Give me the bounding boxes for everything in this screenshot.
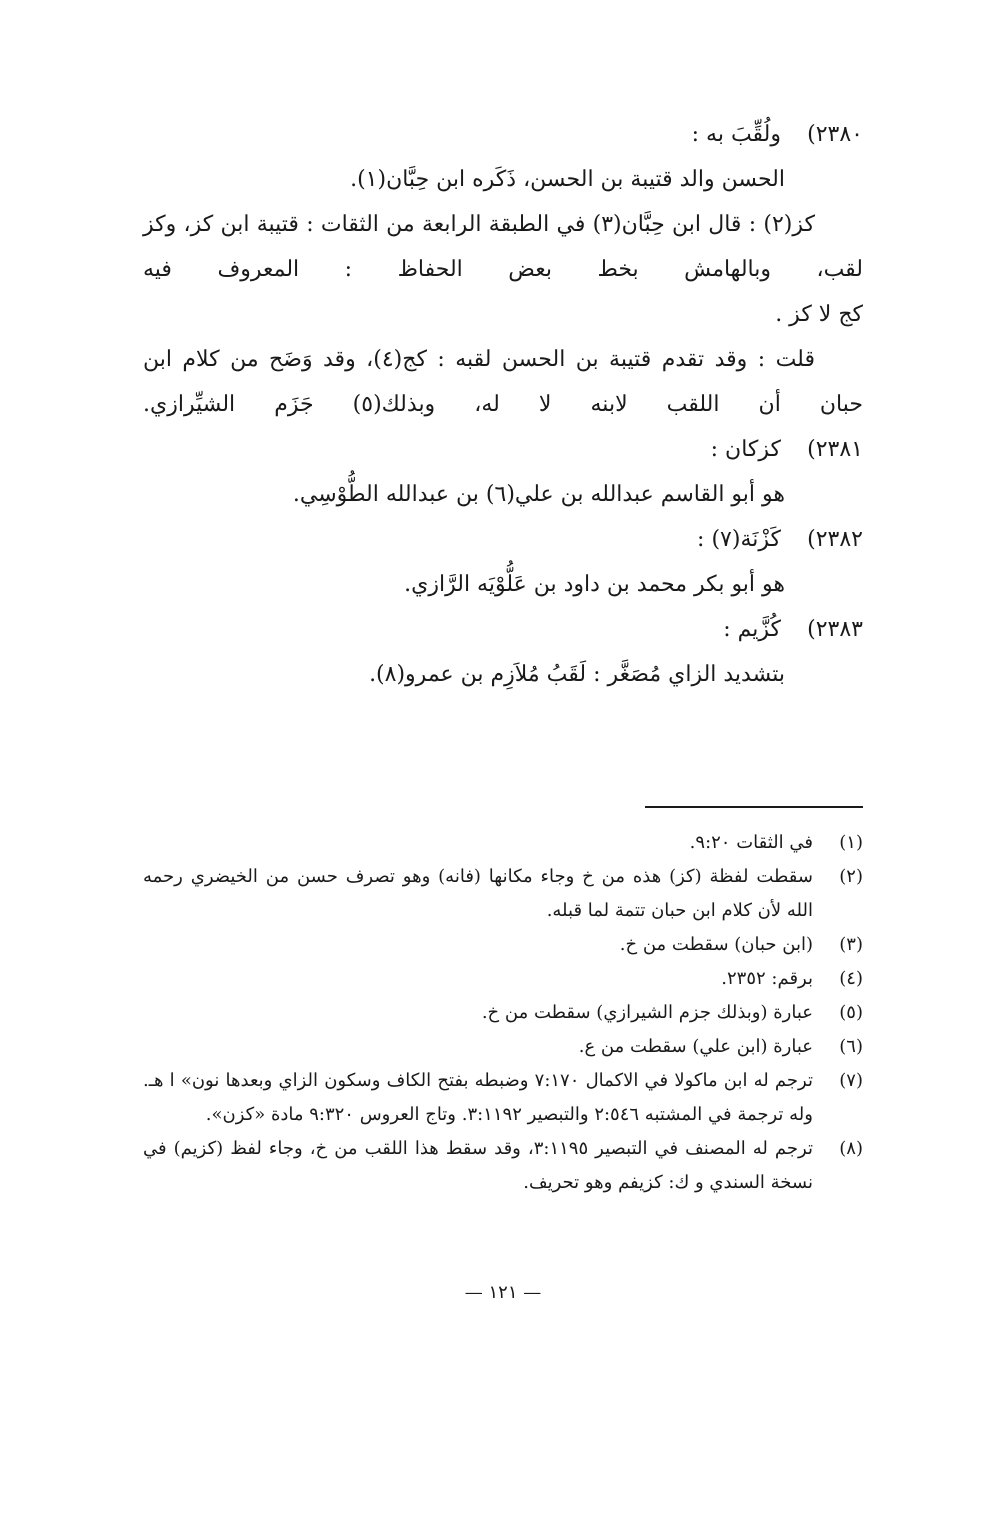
footnote bbox=[143, 1030, 863, 1064]
entry-line: هو أبو بكر محمد بن داود بن عَلُّوْيَه الرَّازي. bbox=[404, 572, 785, 597]
footnote bbox=[143, 1064, 863, 1132]
footnote-text: برقم: ٢٣٥٢. bbox=[721, 968, 813, 989]
footnote-number: (٤) bbox=[839, 968, 863, 989]
footnote-number: (٢) bbox=[839, 866, 863, 887]
entry-paragraph: قلت : وقد تقدم قتيبة بن الحسن لقبه : كج(٤)، وقد وَضَح من كلام ابن حبان أن اللقب لابنه لا له، وبذلك(٥) جَزَم الشيِّرازي. bbox=[143, 347, 863, 417]
footnote bbox=[143, 1132, 863, 1200]
footnote-number: (٥) bbox=[839, 1002, 863, 1023]
entry-number: ٢٣٨٣) bbox=[807, 617, 863, 642]
footnote bbox=[143, 962, 863, 996]
entry-title: كَزْنَة(٧) : bbox=[697, 527, 781, 552]
page-number: — ١٢١ — bbox=[464, 1282, 542, 1303]
footnote-text: ترجم له المصنف في التبصير ٣:١١٩٥، وقد سقط هذا اللقب من خ، وجاء لفظ (كزيم) في نسخة السندي و ك: كزيفم وهو تحريف. bbox=[143, 1138, 813, 1193]
entry-heading bbox=[143, 112, 863, 157]
footnotes bbox=[143, 826, 863, 1200]
entry-line: بتشديد الزاي مُصَغَّر : لَقَبُ مُلاَزِم بن عمرو(٨). bbox=[369, 662, 785, 687]
entry-heading bbox=[143, 607, 863, 652]
footnote-text: في الثقات ٩:٢٠. bbox=[689, 832, 813, 853]
footnote bbox=[143, 826, 863, 860]
entry-heading bbox=[143, 517, 863, 562]
main-text bbox=[143, 112, 863, 697]
entry-paragraph: كز(٢) : قال ابن حِبَّان(٣) في الطبقة الرابعة من الثقات : قتيبة ابن كز، وكز لقب، وبالهامش بخط بعض الحفاظ : المعروف فيه bbox=[143, 212, 863, 282]
footnote-text: عبارة (ابن علي) سقطت من ع. bbox=[578, 1036, 813, 1057]
footnote-number: (٨) bbox=[839, 1138, 863, 1159]
footnote-text: ترجم له ابن ماكولا في الاكمال ٧:١٧٠ وضبطه بفتح الكاف وسكون الزاي وبعدها نون» ا هـ. وله ترجمة في المشتبه ٢:٥٤٦ والتبصير ٣:١١٩٢. وتاج العروس ٩:٣٢٠ مادة «كزن». bbox=[143, 1070, 813, 1125]
entry-title: ولُقِّبَ به : bbox=[691, 122, 781, 147]
entry-number: ٢٣٨٢) bbox=[807, 527, 863, 552]
entry-number: ٢٣٨١) bbox=[807, 437, 863, 462]
footnote-number: (٧) bbox=[839, 1070, 863, 1091]
footnote-text: سقطت لفظة (كز) هذه من خ وجاء مكانها (فانه) وهو تصرف حسن من الخيضري رحمه الله لأن كلام ابن حبان تتمة لما قبله. bbox=[143, 866, 813, 921]
footnote-number: (١) bbox=[839, 832, 863, 853]
entry-number: ٢٣٨٠) bbox=[807, 122, 863, 147]
entry-title: كُزَّيم : bbox=[723, 617, 781, 642]
footnote-number: (٦) bbox=[839, 1036, 863, 1057]
footnote-text: (ابن حبان) سقطت من خ. bbox=[619, 934, 813, 955]
entry-line: الحسن والد قتيبة بن الحسن، ذَكَره ابن حِبَّان(١). bbox=[350, 167, 785, 192]
footnote bbox=[143, 928, 863, 962]
footnote-separator bbox=[645, 806, 863, 808]
footnote bbox=[143, 996, 863, 1030]
entry-line: هو أبو القاسم عبدالله بن علي(٦) بن عبدالله الطُّوْسِي. bbox=[292, 482, 785, 507]
entry-line: كج لا كز . bbox=[775, 302, 863, 327]
entry-title: كزكان : bbox=[710, 437, 781, 462]
footnote bbox=[143, 860, 863, 928]
footnote-number: (٣) bbox=[839, 934, 863, 955]
entry-heading bbox=[143, 427, 863, 472]
footnote-text: عبارة (وبذلك جزم الشيرازي) سقطت من خ. bbox=[481, 1002, 813, 1023]
